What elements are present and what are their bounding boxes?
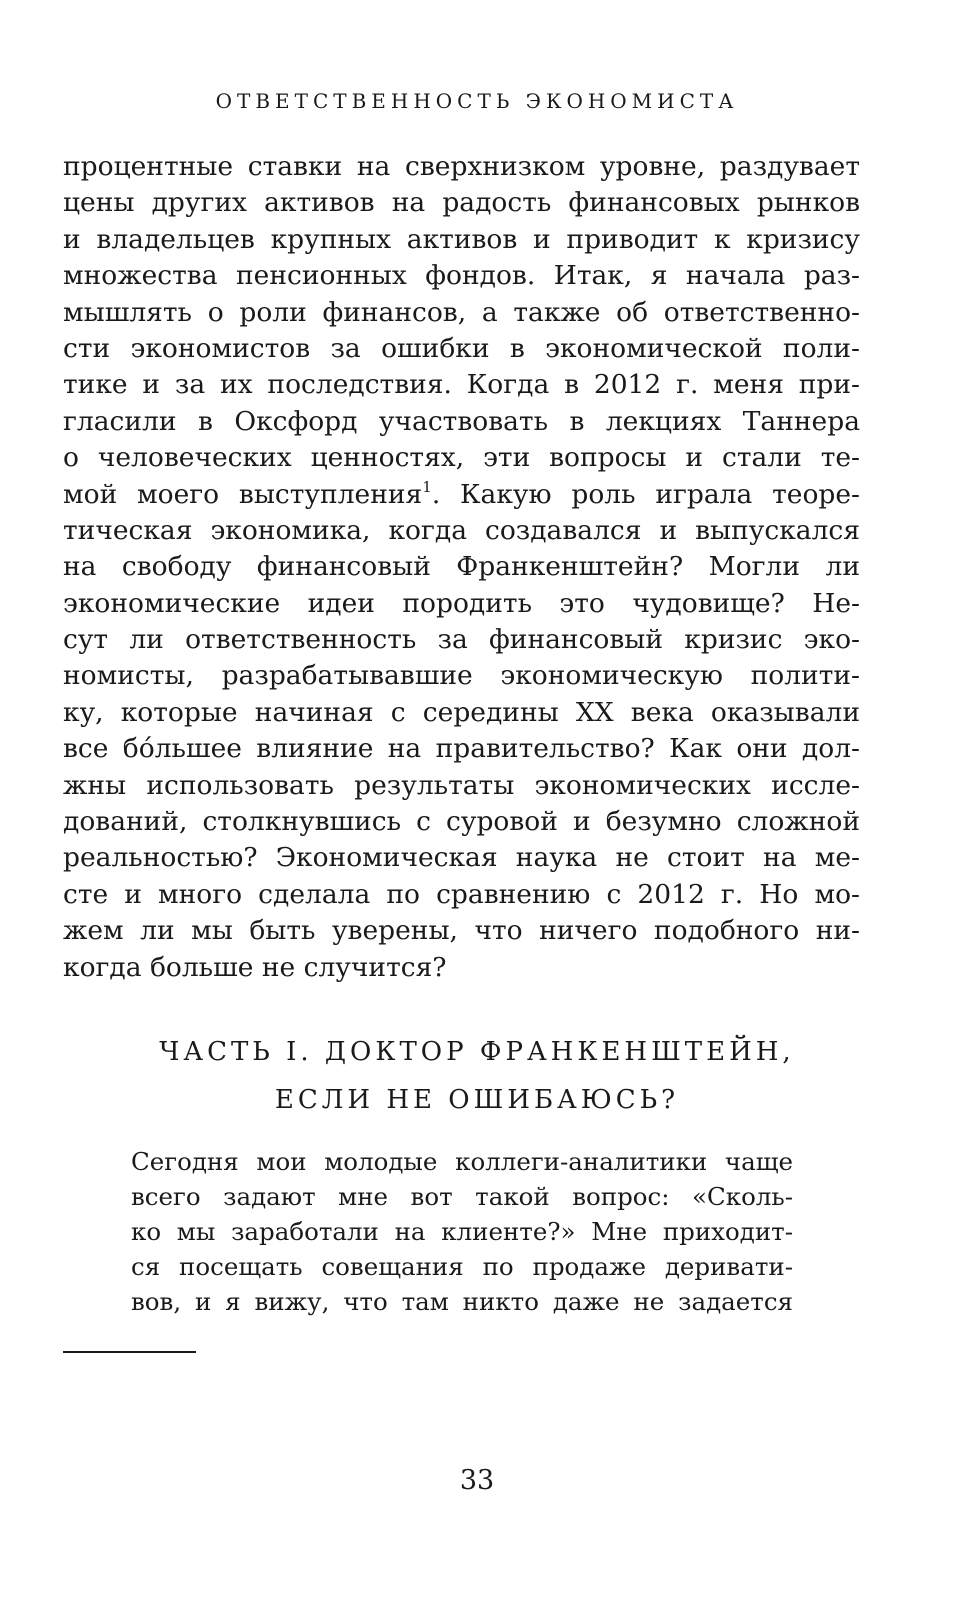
body-line: все бóльшее влияние на правительство? Как они дол- bbox=[63, 733, 860, 765]
body-line: реальностью? Экономическая наука не стоит на ме- bbox=[63, 842, 860, 874]
body-line: цены других активов на радость финансовых рынков bbox=[63, 187, 860, 219]
body-line: тическая экономика, когда создавался и выпускался bbox=[63, 514, 860, 546]
quote-line: Сегодня мои молодые коллеги-аналитики чаще bbox=[131, 1147, 793, 1176]
quote-line: всего задают мне вот такой вопрос: «Сколь- bbox=[131, 1182, 793, 1211]
body-line: мышлять о роли финансов, а также об ответственно- bbox=[63, 296, 860, 328]
body-line: номисты, разрабатывавшие экономическую полити- bbox=[63, 660, 860, 692]
body-line-with-footnote bbox=[63, 477, 860, 513]
body-line: на свободу финансовый Франкенштейн? Могли ли bbox=[63, 551, 860, 583]
body-line: жны использовать результаты экономических иссле- bbox=[63, 769, 860, 801]
quote-line: ко мы заработали на клиенте?» Мне приходит- bbox=[131, 1217, 793, 1246]
body-line: сти экономистов за ошибки в экономической поли- bbox=[63, 332, 860, 364]
body-line: сте и много сделала по сравнению с 2012 г. Но мо- bbox=[63, 878, 860, 910]
footnote-divider bbox=[63, 1351, 196, 1353]
body-line: гласили в Оксфорд участвовать в лекциях Таннера bbox=[63, 405, 860, 437]
body-line: тике и за их последствия. Когда в 2012 г. меня при- bbox=[63, 369, 860, 401]
body-line: когда больше не случится? bbox=[63, 951, 447, 983]
body-line: дований, столкнувшись с суровой и безумно сложной bbox=[63, 806, 860, 838]
section-heading bbox=[0, 1028, 954, 1124]
body-text bbox=[63, 149, 860, 986]
epigraph-quote bbox=[131, 1144, 793, 1319]
body-line-head: мой моего выступления bbox=[63, 478, 423, 510]
running-head: ОТВЕТСТВЕННОСТЬ ЭКОНОМИСТА bbox=[215, 89, 739, 113]
quote-line: ся посещать совещания по продаже деривати- bbox=[131, 1252, 793, 1281]
section-heading-line: ЕСЛИ НЕ ОШИБАЮСЬ? bbox=[274, 1085, 680, 1115]
body-line: экономические идеи породить это чудовище? Не- bbox=[63, 587, 860, 619]
page-number: 33 bbox=[459, 1465, 495, 1496]
body-line: сут ли ответственность за финансовый кризис эко- bbox=[63, 624, 860, 656]
body-line-tail: . Какую роль играла теоре- bbox=[431, 478, 861, 510]
body-line: жем ли мы быть уверены, что ничего подобного ни- bbox=[63, 915, 860, 947]
body-line: и владельцев крупных активов и приводит к кризису bbox=[63, 223, 860, 255]
body-line: множества пенсионных фондов. Итак, я начала раз- bbox=[63, 260, 860, 292]
footnote-reference[interactable]: 1 bbox=[422, 477, 432, 496]
body-line: процентные ставки на сверхнизком уровне, раздувает bbox=[63, 151, 860, 182]
body-line: ку, которые начиная с середины XX века оказывали bbox=[63, 696, 860, 728]
quote-line: вов, и я вижу, что там никто даже не задается bbox=[131, 1287, 793, 1316]
section-heading-line: ЧАСТЬ I. ДОКТОР ФРАНКЕНШТЕЙН, bbox=[159, 1037, 795, 1067]
body-line: о человеческих ценностях, эти вопросы и стали те- bbox=[63, 442, 860, 474]
